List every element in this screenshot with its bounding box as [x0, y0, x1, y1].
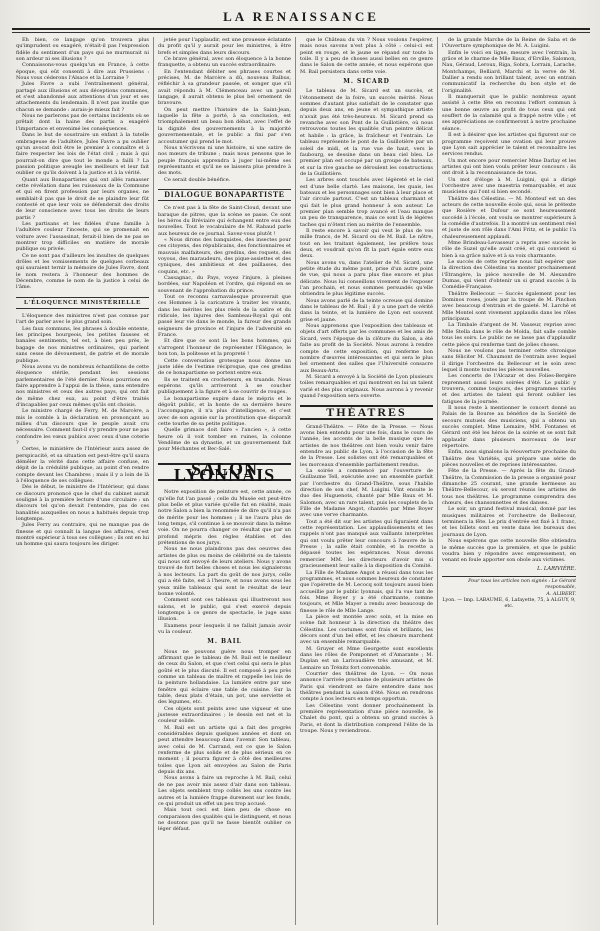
paragraph: Ce ne sont pas d'ailleurs les insultes de quelques drôles et les vomissements de quelques corbeaux qui sauraient ternir la mémoire de Jules Favre, dont le nom restera à l'honneur des hommes de Décembre, comme le nom de la justice à celui de l'âme. [16, 252, 149, 291]
paragraph: Il manquerait que le public nombreux ayant assisté à cette fête en reconnu l'effort commun à une bonne œuvre au profit de tous ceux qui ont souffert de la calamité qui a frappé notre ville ; et ses appréciations se confirmeront à notre prochaine séance. [442, 94, 576, 132]
paragraph: Grand-Théâtre. — Fête de la Presse. — Nous avons bien entendu pour une fois, dans le cours de l'année, les accents de la belle musique que les artistes de nos théâtres ont bien voulu venir faire entendre au public de Lyon, à l'occasion de la fête de la Presse. Les solistes ont été remarquables et les morceaux d'ensemble parfaitement rendus. [300, 423, 433, 468]
paragraph: Courrier des théâtres de Lyon. — On nous annonce l'arrivée prochaine de plusieurs artistes de Paris qui viendront se faire entendre dans nos théâtres pendant la saison d'été. Nous en rendrons compte à nos lecteurs en temps opportun. [300, 671, 433, 703]
masthead-rule [12, 30, 590, 33]
subheading-bail: M. BAIL [207, 638, 242, 646]
paragraph: Dans le but de soustraire un enfant à la tutelle ombrageuse de l'adultère, Jules Favre a pu oublier qu'un avocat doit être le premier à connaître et à faire respecter les lois de l'état civil ; mais à qui pourrait-on dire que tout le monde a failli ? La passion politique aveugle les meilleurs et leur fait oublier ce qu'ils doivent à la justice et à la vérité. [16, 132, 149, 177]
paragraph: Nous avons vu de nombreux échantillons de cette éloquence stérile, pendant les sessions parlementaires de l'été dernier. Nous pourrions en faire apprendre à l'appui de la thèse, sans entendre nos ministres et ceux des autres pays, qui ont fait de même chez eux, au point d'être traités d'incapables par ceux mêmes qu'ils ont choisis. [16, 363, 149, 408]
paragraph: Nous apprenons que l'exposition des tableaux et objets d'art offerts par les communes et les amis de Sicard, vers l'époque de la clôture du Salon, a été faite au profit de la Société. Nous aurons à rendre compte de cette exposition, qui renferme bon nombre d'œuvres intéressantes et qui sera le plus bel ornement des salles que l'Université consacre aux Beaux-Arts. [300, 323, 433, 374]
paragraph: Nous ne parlerons pas de certains incidents où se prêtait dont la haine des partis a exagéré l'importance et envenimé les conséquences. [16, 113, 149, 132]
paragraph: Les faux communs, les phrases à double entente, les principes bourgeois, les petites fausses et banales sentiments, tel est, à bien peu près, le bagage de nos ministres ordinaires, qui parlent sans cesse de dévouement, de patrie et de morale publique. [16, 325, 149, 364]
paragraph: Nous avons parlé de la teinte ocreuse qui domine dans le tableau de M. Bail ; il y a une part de vérité dans la teinte, et la lumière de Lyon est souvent grise et jaune. [300, 297, 433, 323]
paragraph: Tout a été dit sur les artistes qui figuraient dans cette représentation. Les applaudissements et les rappels n'ont pas manqué aux vaillants interprètes qui ont voulu prêter leur concours à l'œuvre de la Presse ; la salle était comble, et la recette a dépassé toutes les espérances. Nous devons remercier MM. les directeurs d'avoir mis si gracieusement leur salle à la disposition du Comité. [300, 518, 433, 570]
section-heading-salon [158, 458, 291, 485]
paragraph: Cassagnac, du Pays, voyez l'injure, à pleines bordées, sur Napoléon et l'ordre, qui répond en se souvenant de l'approbation du prince. [158, 275, 291, 294]
paragraph: Le ministre chargé de Ferry, M. de Marcère, a mis le comble à la déclaration en prononçant au milieu d'un discours que le peuple avait cru nécessaire. Comment faut-il s'y prendre pour ne pas confondre les vœux publics avec ceux d'une coterie ? [16, 408, 150, 446]
paragraph: L'éloquence des ministres n'est pas connue par l'art de parler avec le plus grand soin. [16, 313, 149, 326]
paragraph: La Fille de Madame Angot a réussi dans tous les programmes, et nous sommes heureux de constater que l'opérette de M. Lecocq soit toujours aussi bien accueillie par le public lyonnais, qui l'a vue tant de fois. Mme Boyer y a été charmante, comme toujours, et Mlle Mayer a rendu avec beaucoup de finesse le rôle de Mlle Lange. [300, 569, 433, 614]
paragraph: La soirée a commencé par l'ouverture de Guillaume Tell, exécutée avec un ensemble parfait par l'orchestre du Grand-Théâtre, sous l'habile direction de son chef, M. Luigini. Vint ensuite le duo des Huguenots, chanté par Mlle Baux et M. Salomon, avec un rare talent, puis les couplets de la Fille de Madame Angot, chantés par Mme Boyer avec une verve charmante. [300, 468, 433, 519]
column-3 [296, 37, 438, 925]
paragraph: Il est à désirer que les artistes qui figurent sur ce programme reçoivent une ovation qui leur prouve que Lyon sait apprécier le talent et reconnaître les services rendus. [442, 132, 576, 158]
paragraph: Ils se traitent en crocheteurs, en truands. Nous espérons qu'ils arriveront à se coucher publiquement à la figure et à se couvrir de rouges. [158, 376, 291, 396]
paragraph: Le soir, un grand festival musical, donné par les musiques militaires et l'orchestre de Bellecour, terminera la fête. Le prix d'entrée est fixé à 1 franc, et les billets sont en vente dans les bureaux des journaux de Lyon. [442, 506, 576, 538]
paragraph: M. Bail est un artiste qui a fait des progrès considérables depuis quelques années et dont on peut attendre beaucoup dans l'avenir. Son tableau, avec celui de M. Carrand, est ce que le Salon renferme de plus solide et de plus sérieux en ce moment ; il pourra figurer à côté des meilleures toiles que Lyon ait envoyées au Salon de Paris depuis dix ans. [158, 724, 291, 776]
paragraph: Un mot encore pour remercier Mme Darlay et les artistes qui ont bien voulu prêter leur concours : ils ont droit à la reconnaissance de tous. [442, 157, 576, 177]
paragraph: Mais tout ceci est bien peu de chose en comparaison des qualités qui le distinguent, et nous ne doutons pas qu'il ne fasse bientôt oublier ce léger défaut. [158, 807, 291, 833]
masthead-title: LA RENAISSANCE [223, 9, 379, 24]
paragraph: Quant aux Bonapartistes qui ont allés ramasser cette révélation dans les ruisseaux de la Commune et qui en firent profession par leurs organes, ne semblait-il pas que le droit de se plaindre leur fût contesté et que leur voix se défenderait des droits de leur conscience avec tous les droits de leurs partis ? [16, 176, 149, 221]
paragraph: Connaissons-vous quelqu'un en France, à cette époque, qui eût consenti à dire aux Prussiens : Nous vous céderons l'Alsace et la Lorraine ? [16, 62, 149, 82]
paragraph: Examens pour lesquels il ne fallait jamais avoir vu la couleur. [158, 622, 291, 635]
paragraph: Le tableau de M. Sicard est un succès, et l'étonnement de la foire, un succès mérité. Nous sommes d'autant plus satisfait de le constater que depuis deux ans, en jeune et sympathique artiste n'avait pas été très-heureux. M. Sicard prend sa revanche avec son Pont de la Guillotière, où nous retrouvons toutes les qualités d'un peintre délicat et habile : la grâce, la fraîcheur et l'entrain. Le tableau représente le pont de la Guillotière par un soleil de midi, et la rue vue de haut, vers le faubourg, se dessine dans un beau ciel bleu. Le premier plan est occupé par un groupe de bateaux, et sur la rive gauche se déroulent les constructions de la Guillotière. [300, 88, 433, 177]
paragraph: Nous ne pouvons guère nous tromper en affirmant que le tableau de M. Bail est le meilleur de ceux du Salon, et que c'est celui qui sera le plus goûté et le plus discuté. Il est composé à peu près comme un tableau de maître et rappelle les lois de la peinture hollandaise. La lumière entre par une fenêtre qui éclaire une table de cuisine. Sur la table, deux plats d'étain, un pot, une serviette et des légumes, etc. [158, 648, 291, 706]
subheading-sicard: M. SICARD [343, 78, 390, 86]
paragraph: Un mot d'éloge à M. Luigini, qui a dirigé l'orchestre avec une maestria remarquable, et aux musiciens qui l'ont si bien secondé. [442, 176, 576, 196]
paragraph: Certes, le ministère de l'Intérieur aura assez de perspicacité, et sa situation est peut-être qu'il saura démêler la vérité dans cette affaire confuse, en dépit de la crédulité publique, au point d'en rendre compte devant les Chambres ; mais il y a loin de là à l'éloquence de ses collègues. [16, 446, 149, 485]
paragraph: Ce serait double bénéfice. [164, 176, 231, 183]
paragraph: Dès le début, le ministre de l'Intérieur, qui dans ce discours prononcé que le chef du cabinet aurait souligné à la première lecture d'une circulaire : un discours tel qu'on devait l'entendre, pas de ces banalités auxquelles on nous a habitués depuis trop longtemps. [16, 484, 149, 523]
paragraph: Les partisans et les fidèles d'une famille à l'adultère couleur l'inceste, qui se promenait en voiture avec l'assassinat, ferait-il bien de ne pas se montrer trop difficiles en matière de morale publique ou privée. [16, 220, 149, 253]
paragraph: Les arbres sont touchés avec légèreté et le ciel est d'une belle clarté. Les maisons, les quais, les bateaux et les personnages sont bien à leur place et l'air circule partout. C'est un tableau charmant et qui fait le plus grand honneur à son auteur. Le premier plan semble trop avancé et l'eau manque un peu de transparence, mais ce sont là de légères taches qui n'ôtent rien au mérite de l'ensemble. [300, 177, 433, 228]
column-4 [438, 37, 580, 925]
paragraph: Tout ce reconnu carnavalesque prouverait que ces Hommes à la caricature à traiter les vivants, dans les mérites les plus réels de la satire et du ridicule, les injures des Sambeau-Royal qui ont passé leur vie dans le monde, la fureur des grands seigneurs de province et l'injure de l'adversité en France. [158, 294, 291, 339]
paragraph: M. Gruyer et Mme Georgette sont excellents dans les rôles de Pomponnet et d'Amarante ; M. Duplan est un Larivaudière très amusant, et M. Lemaire un Trénitz fort convenable. [300, 645, 433, 671]
paragraph: Enfin, nous signalons la réouverture prochaine du Théâtre des Variétés, qui prépare une série de pièces nouvelles et de reprises intéressantes. [442, 449, 576, 469]
paragraph: Ce n'est pas à la fête de Saint-Cloud, devant une baraque de pitres, que la scène se passe. Ce sont les héros du Bréviaire qui échangent entre eux des nouvelles. Tout le vocabulaire de M. Rabaud parle aux heureux de ce journal. Savez-vous plutôt ! [158, 205, 291, 237]
paragraph: Ces objets sont peints avec une vigueur et une justesse extraordinaires ; le dessin est net et la couleur solide. [158, 705, 291, 725]
paragraph: Cette conversation grotesque nous donne un juste idée de l'estime réciproque, que ces gredins de ce bonapartisme se portent entre eux. [158, 357, 291, 377]
paragraph: Nous espérons que cette nouvelle fête obtiendra le même succès que la première, et que le public voudra bien y répondre avec empressement, en venant en foule apporter son obole aux victimes. [442, 538, 576, 564]
author-signature: L. LARIVIÈRE. [537, 565, 576, 572]
paragraph: Jules Ferry au contraire, qui ne manque pas de finesse et qui connaît la langue des affaires, s'est montré supérieur à tous ses collègues ; ils ont en lui un homme qui saura toujours les diriger. [16, 522, 149, 548]
paragraph: Il nous reste à mentionner le concert donné au Palais de la Bourse au bénéfice de la Société de secours mutuels des musiciens, qui a obtenu un succès complet. Mme Lemaire, MM. Fontanes et Gérard ont été les héros de la soirée et se sont fait applaudir dans plusieurs morceaux de leur répertoire. [442, 404, 576, 449]
paragraph: Il reste encore à savoir qui veut le plus de vos mille francs, de M. Sicard ou de M. Bail. Le nôtre, tout en les traitant également, les préfère tous deux, et voudrait qu'on fît la part égale entre eux deux. [300, 227, 433, 260]
salon-heading-text: SALON LYONNAIS [158, 463, 291, 482]
paragraph: Théâtre Bellecour. — Succès également pour les Dominos roses, joués par la troupe de M. Pinchon avec beaucoup d'entrain et de gaieté. M. Larché et Mlle Montel sont vivement applaudis dans les rôles principaux. [442, 290, 576, 323]
paragraph: Enfin le voici en ligne, mesure avec l'entrain, la grâce et le charme de Mlle Baux, d'Erville, Salomon, Nau, Géraud, Leroux, Riga, Sobra, Lorrain, Larache, Montchamps, Belliard, Marchi et la verve de M. Dallier a rendu son brillant talent, avec un entrain communicatif la recherche du bon style et de l'originalité. [442, 49, 576, 94]
paragraph: jetée pour l'applaudir, est une prouesse éclatante du profit qu'il y aurait pour les ministres, à être brefs et simples dans leurs discours. [158, 37, 291, 56]
paragraph: Jules Favre a subi l'entraînement général, partagé aux illusions et aux déceptions communes, et s'est abandonné aux attentions d'un jour et ses attachements du lendemain. Il n'est pas inutile que chacun se demande : aurais-je mieux fait ? [16, 81, 149, 113]
paragraph: Comment sont ces tableaux qui illustreront nos salons, et le public, qui s'est exercé depuis longtemps à ce genre de spectacle, le juge sans illusion. [158, 597, 291, 623]
column-2 [154, 37, 296, 925]
paragraph: En l'entendant débiter ses phrases courtes et précises, M. de Marcère a dû, nouveau Balbus, réfléchir à sa grandeur passée, et songer que s'il avait répondu à M. Clémenceau avec un pareil langage, il aurait obtenu le plus bel ornement de bravoure. [158, 68, 291, 107]
printer-line: Lyon. — Imp. LABAUME, 6, Lafayette, 75, à ALGUY, 9, etc. [442, 597, 576, 610]
section-heading-dialogue: DIALOGUE BONAPARTISTE [158, 189, 291, 201]
paragraph: Eh bien, ce langage qu'on trouvera plus qu'imprudent ou exagéré, n'était-il pas l'expression fidèle du sentiment d'un pays qui ne murmurait ni son ardeur ni ses illusions ? [16, 37, 149, 63]
paragraph: On peut mettre l'histoire de la Saint-Jean, laquelle la fête a porté, à sa conclusion, est triomphalement un beau bon débat, avec l'effet de la dignité des gouvernements à la majorité gouvernementale, et le public a fini par s'en accoutumer qui prend le mot. [158, 106, 291, 145]
manager-notice: Pour tous les articles non signés : Le Gérant responsable, [468, 578, 576, 591]
paragraph: Nous avons à faire un reproche à M. Bail, celui de ne pas avoir mis assez d'air dans son tableau. Les objets semblent trop collés les uns contre les autres et la lumière frappe durement sur les fonds, ce qui produit un effet un peu trop accusé. [158, 775, 291, 807]
paragraph: Nous ne nous plaindrons pas des oeuvres des artistes de plus ou moins de célébrité ou de talents qui nous ont envoyé de leurs ateliers. Nous y avons trouvé de fort belles choses et nous les signalerons à nos lecteurs. La part du goût de nos jurys, celle qui a été faite, est à l'heure, et nous avons sous les yeux mille tableaux qui sont le résultat de leur bonne volonté. [158, 546, 291, 597]
paragraph: Le succès de cette reprise nous fait espérer que la direction des Célestins va monter prochainement l'Étrangère, la pièce nouvelle de M. Alexandre Dumas, qui vient d'obtenir un si grand succès à la Comédie-Française. [442, 259, 576, 291]
section-heading-theatres: THÉATRES [300, 405, 433, 419]
paragraph: Le bonapartisme expire dans le mépris et le dégoût public, et la honte de sa dernière heure l'accompagne, il n'a plus d'intelligence, et c'est avec de son agonie sur la prostitution que disparaît cette tourbe de sa petite politique. [158, 395, 291, 427]
column-1 [12, 37, 154, 925]
section-heading-eloquence: L'ÉLOQUENCE MINISTÉRIELLE [16, 297, 149, 309]
paragraph: Notre exposition de peinture est, cette année, ce qu'elle fut l'an passé ; celle du Musée est peut-être plus belle et plus variée qu'elle fut en réalité, mais notre Salon a bien la renommée de dire qu'il n'a pas de mérite pour les hommes ; il ne l'aura plus de long temps, s'il continue à se mouvoir dans la même voie. On ne pourra changer ce résultat que par un profond mépris des règles établies et des prétentions de nos jurys. [158, 489, 291, 547]
paragraph: Les Célestins vont donner prochainement la première représentation d'une pièce nouvelle, le Chalet du pont, qui a obtenu un grand succès à Paris, et dont la distribution comprend l'élite de la troupe. Nous y reviendrons. [300, 702, 433, 735]
paragraph: Fête de la Presse. — Après la fête du Grand-Théâtre, la Commission de la presse a organisé pour dimanche 25 courant, une grande kermesse au Théâtre-Bellecour, où seront réunis les artistes de tous nos théâtres. Le programme comprendra des chœurs, des chansonnettes et des danses. [442, 468, 576, 507]
paragraph: Nous ne voulons pas terminer cette chronique sans féliciter M. Chaumont de l'entrain avec lequel il dirige l'orchestre du Bellecour et le soin avec lequel il monte toutes les pièces nouvelles. [442, 347, 576, 373]
paragraph: « Nous dirons des banquistes, des insectes pour ces citoyens, des républicains, des fonctionnaires et mauvais malfaiteurs, des gredins, des roquets, des voyous, des maraudeurs, des pique-assiettes et des cyniques, des ambitieux et des paillasses, des coquins, etc. » [158, 236, 291, 275]
paragraph: que le Château du vin ? Nous voulons l'espérer, mais nous savons n'est plus à côté : celui-ci est peint en rouge, et le jaune se répand sur toute la toile. Il y a peu de choses aussi belles en ce genre dans le Salon de cette année, et nous espérons que M. Bail persistera dans cette voie. [300, 37, 433, 75]
paragraph: Mme Brindeau-Levasseur a repris avec succès le rôle de Suzel qu'elle avait créé, et qui convient si bien à sa grâce naïve et à sa voix charmante. [442, 240, 576, 259]
paragraph: Ce brave général, avec son éloquence à la bonne franquette, a obtenu un succès extraordinaire. [158, 56, 291, 69]
article-columns [12, 37, 590, 925]
paragraph: La pièce est montée avec soin, et la mise en scène fait honneur à la direction du théâtre des Célestins. Les costumes sont frais et brillants, les décors sont d'un bel effet, et les chœurs marchent avec un ensemble remarquable. [300, 613, 433, 646]
masthead [12, 6, 590, 30]
paragraph: Quelle grimace doit faire « l'ancien », à cette heure où il voit tomber en ruines, la colonne Vendôme de sa dynastie, et un gouvernement fait pour Méchantes et Bec-Salé. [158, 427, 291, 453]
paragraph: Théâtre des Célestins. — M. Monteuf est un des acteurs de cette nouvelle école qui, sous le prétexte que Rosière et Dufour se sont heureusement succédé à l'école, ont voulu se montrer supérieurs à la comédie d'autrefois. Il a montré un sentiment réel et juste de son rôle dans l'Ami Fritz, et le public l'a chaleureusement applaudi. [442, 195, 576, 240]
paragraph: Nous n'écrivons ni une histoire, ni une satire de nos mœurs de tribune ; mais nous pensons que le peuple français apprendra à juger lui-même ses représentants et qu'il ne se laissera plus prendre à des mots. [158, 144, 291, 177]
paragraph: Les concerts de l'Alcazar et des Folies-Bergère reprennent aussi leurs soirées d'été. Le public y trouvera, comme toujours, des programmes variés et des artistes de talent qui feront oublier les fatigues de la journée. [442, 373, 576, 405]
paragraph: M. Sicard a envoyé à la Société de Lyon plusieurs toiles remarquables et qui montrent en lui un talent varié et des plus originaux. Nous aurons à y revenir quand l'exposition sera ouverte. [300, 373, 433, 399]
paragraph: Et dire que ce sont là les bons hommes, qui s'arrogent l'honneur de représenter l'Élégance, le bon ton, la politesse et la propreté ! [158, 338, 291, 358]
paragraph: Nous avons vu, dans l'atelier de M. Sicard, une petite étude du même pont, prise d'un autre point de vue, qui nous a paru plus fine encore et plus délicate. Nous lui conseillons vivement de l'exposer l'an prochain, et nous sommes persuadés qu'elle obtiendra le plus légitime succès. [300, 259, 433, 298]
paragraph: de la grande Marche de la Reine de Saba et de l'Ouverture symphonique de M. A. Luigini. [442, 37, 576, 50]
manager-name: A. ALIBERT. [546, 591, 576, 597]
paragraph: La Timbale d'argent de M. Vasseur, reprise avec Mlle Stella dans le rôle de Molda, fait salle comble tous les soirs. Le public ne se lasse pas d'applaudir cette pièce qui renferme tant de jolies choses. [442, 322, 576, 348]
